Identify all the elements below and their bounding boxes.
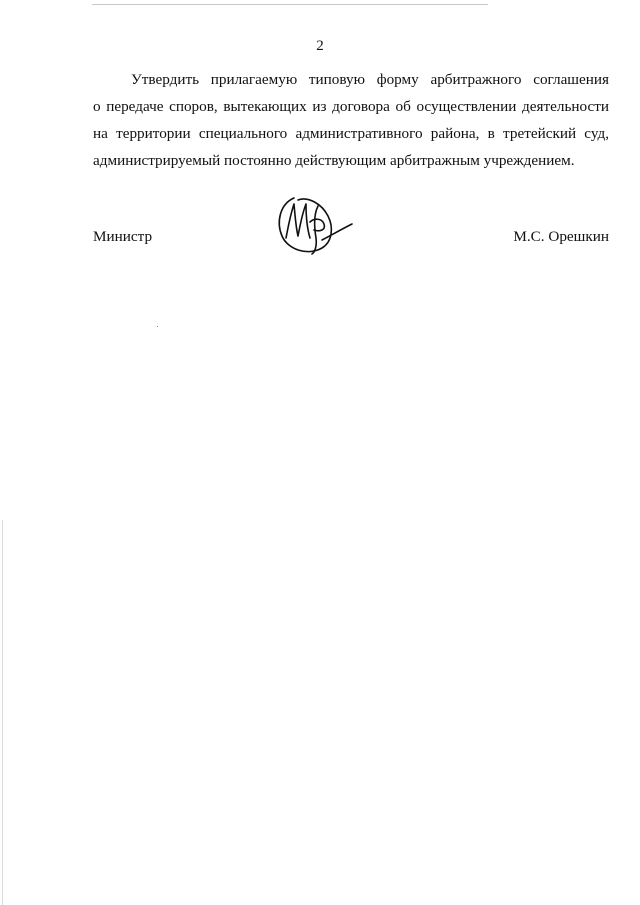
page-number: 2 <box>316 38 324 54</box>
scan-left-edge <box>2 520 3 905</box>
paragraph-line: администрируемый постоянно действующим арбитражным учреждением. <box>93 152 575 169</box>
signer-title: Министр <box>93 228 153 245</box>
paragraph-line: на территории специального административного района, в третейский суд, <box>93 125 609 142</box>
handwritten-signature-icon <box>268 190 354 260</box>
scan-top-edge <box>92 4 488 5</box>
paragraph-line: о передаче споров, вытекающих из договора об осуществлении деятельности <box>93 98 609 115</box>
scan-speck <box>157 326 158 327</box>
body-paragraph <box>93 66 609 174</box>
signer-name: М.С. Орешкин <box>513 228 609 245</box>
paragraph-line: Утвердить прилагаемую типовую форму арбитражного соглашения <box>131 71 609 88</box>
